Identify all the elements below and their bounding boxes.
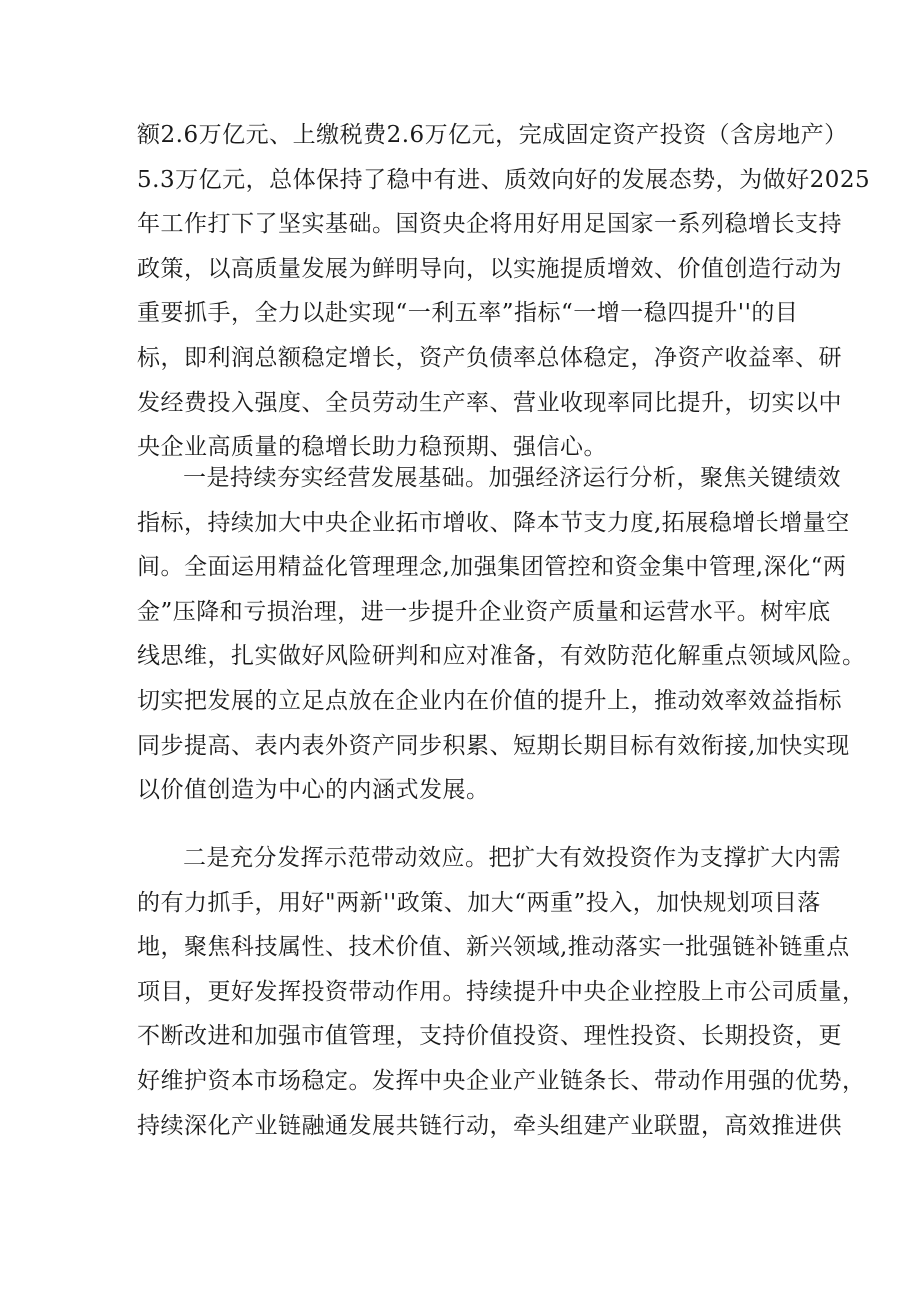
paragraph-line: 地，聚焦科技属性、技术价值、新兴领域,推动落实一批强链补链重点 <box>137 934 850 961</box>
paragraph-line: 政策，以高质量发展为鲜明导向，以实施提质增效、价值创造行动为 <box>137 255 842 282</box>
paragraph-line: 发经费投入强度、全员劳动生产率、营业收现率同比提升，切实以中 <box>137 389 842 416</box>
paragraph-line: 二是充分发挥示范带动效应。把扩大有效投资作为支撑扩大内需 <box>183 845 841 871</box>
paragraph-line: 一是持续夯实经营发展基础。加强经济运行分析，聚焦关键绩效 <box>183 465 841 491</box>
paragraph-line: 央企业高质量的稳增长助力稳预期、强信心。 <box>137 434 607 461</box>
paragraph-1 <box>137 113 871 470</box>
paragraph-line: 间。全面运用精益化管理理念,加强集团管控和资金集中管理,深化“两 <box>137 554 847 581</box>
paragraph-line: 指标，持续加大中央企业拓市增收、降本节支力度,拓展稳增长增量空 <box>137 509 850 536</box>
paragraph-line: 的有力抓手，用好"两新''政策、加大“两重”投入，加快规划项目落 <box>137 889 821 916</box>
paragraph-line: 以价值创造为中心的内涵式发展。 <box>137 777 490 804</box>
paragraph-line: 持续深化产业链融通发展共链行动，牵头组建产业联盟，高效推进供 <box>137 1112 842 1139</box>
paragraph-line: 标，即利润总额稳定增长，资产负债率总体稳定，净资产收益率、研 <box>137 344 842 371</box>
paragraph-line: 金”压降和亏损治理，进一步提升企业资产质量和运营水平。树牢底 <box>137 598 831 625</box>
paragraph-line: 线思维，扎实做好风险研判和应对准备，有效防范化解重点领域风险。 <box>137 643 866 670</box>
paragraph-line: 5.3万亿元，总体保持了稳中有进、质效向好的发展态势，为做好2025 <box>137 166 871 193</box>
paragraph-line: 同步提高、表内表外资产同步积累、短期长期目标有效衔接,加快实现 <box>137 732 850 759</box>
paragraph-2 <box>137 456 866 813</box>
paragraph-line: 项目，更好发挥投资带动作用。持续提升中央企业控股上市公司质量， <box>137 978 866 1005</box>
paragraph-line: 切实把发展的立足点放在企业内在价值的提升上，推动效率效益指标 <box>137 687 842 714</box>
paragraph-3 <box>137 836 866 1148</box>
paragraph-line: 额2.6万亿元、上缴税费2.6万亿元，完成固定资产投资（含房地产） <box>137 122 848 148</box>
paragraph-line: 重要抓手，全力以赴实现“一利五率”指标“一增一稳四提升''的目 <box>137 300 799 327</box>
paragraph-line: 好维护资本市场稳定。发挥中央企业产业链条长、带动作用强的优势， <box>137 1067 866 1094</box>
paragraph-line: 不断改进和加强市值管理，支持价值投资、理性投资、长期投资，更 <box>137 1023 842 1050</box>
paragraph-line: 年工作打下了坚实基础。国资央企将用好用足国家一系列稳增长支持 <box>137 211 842 238</box>
